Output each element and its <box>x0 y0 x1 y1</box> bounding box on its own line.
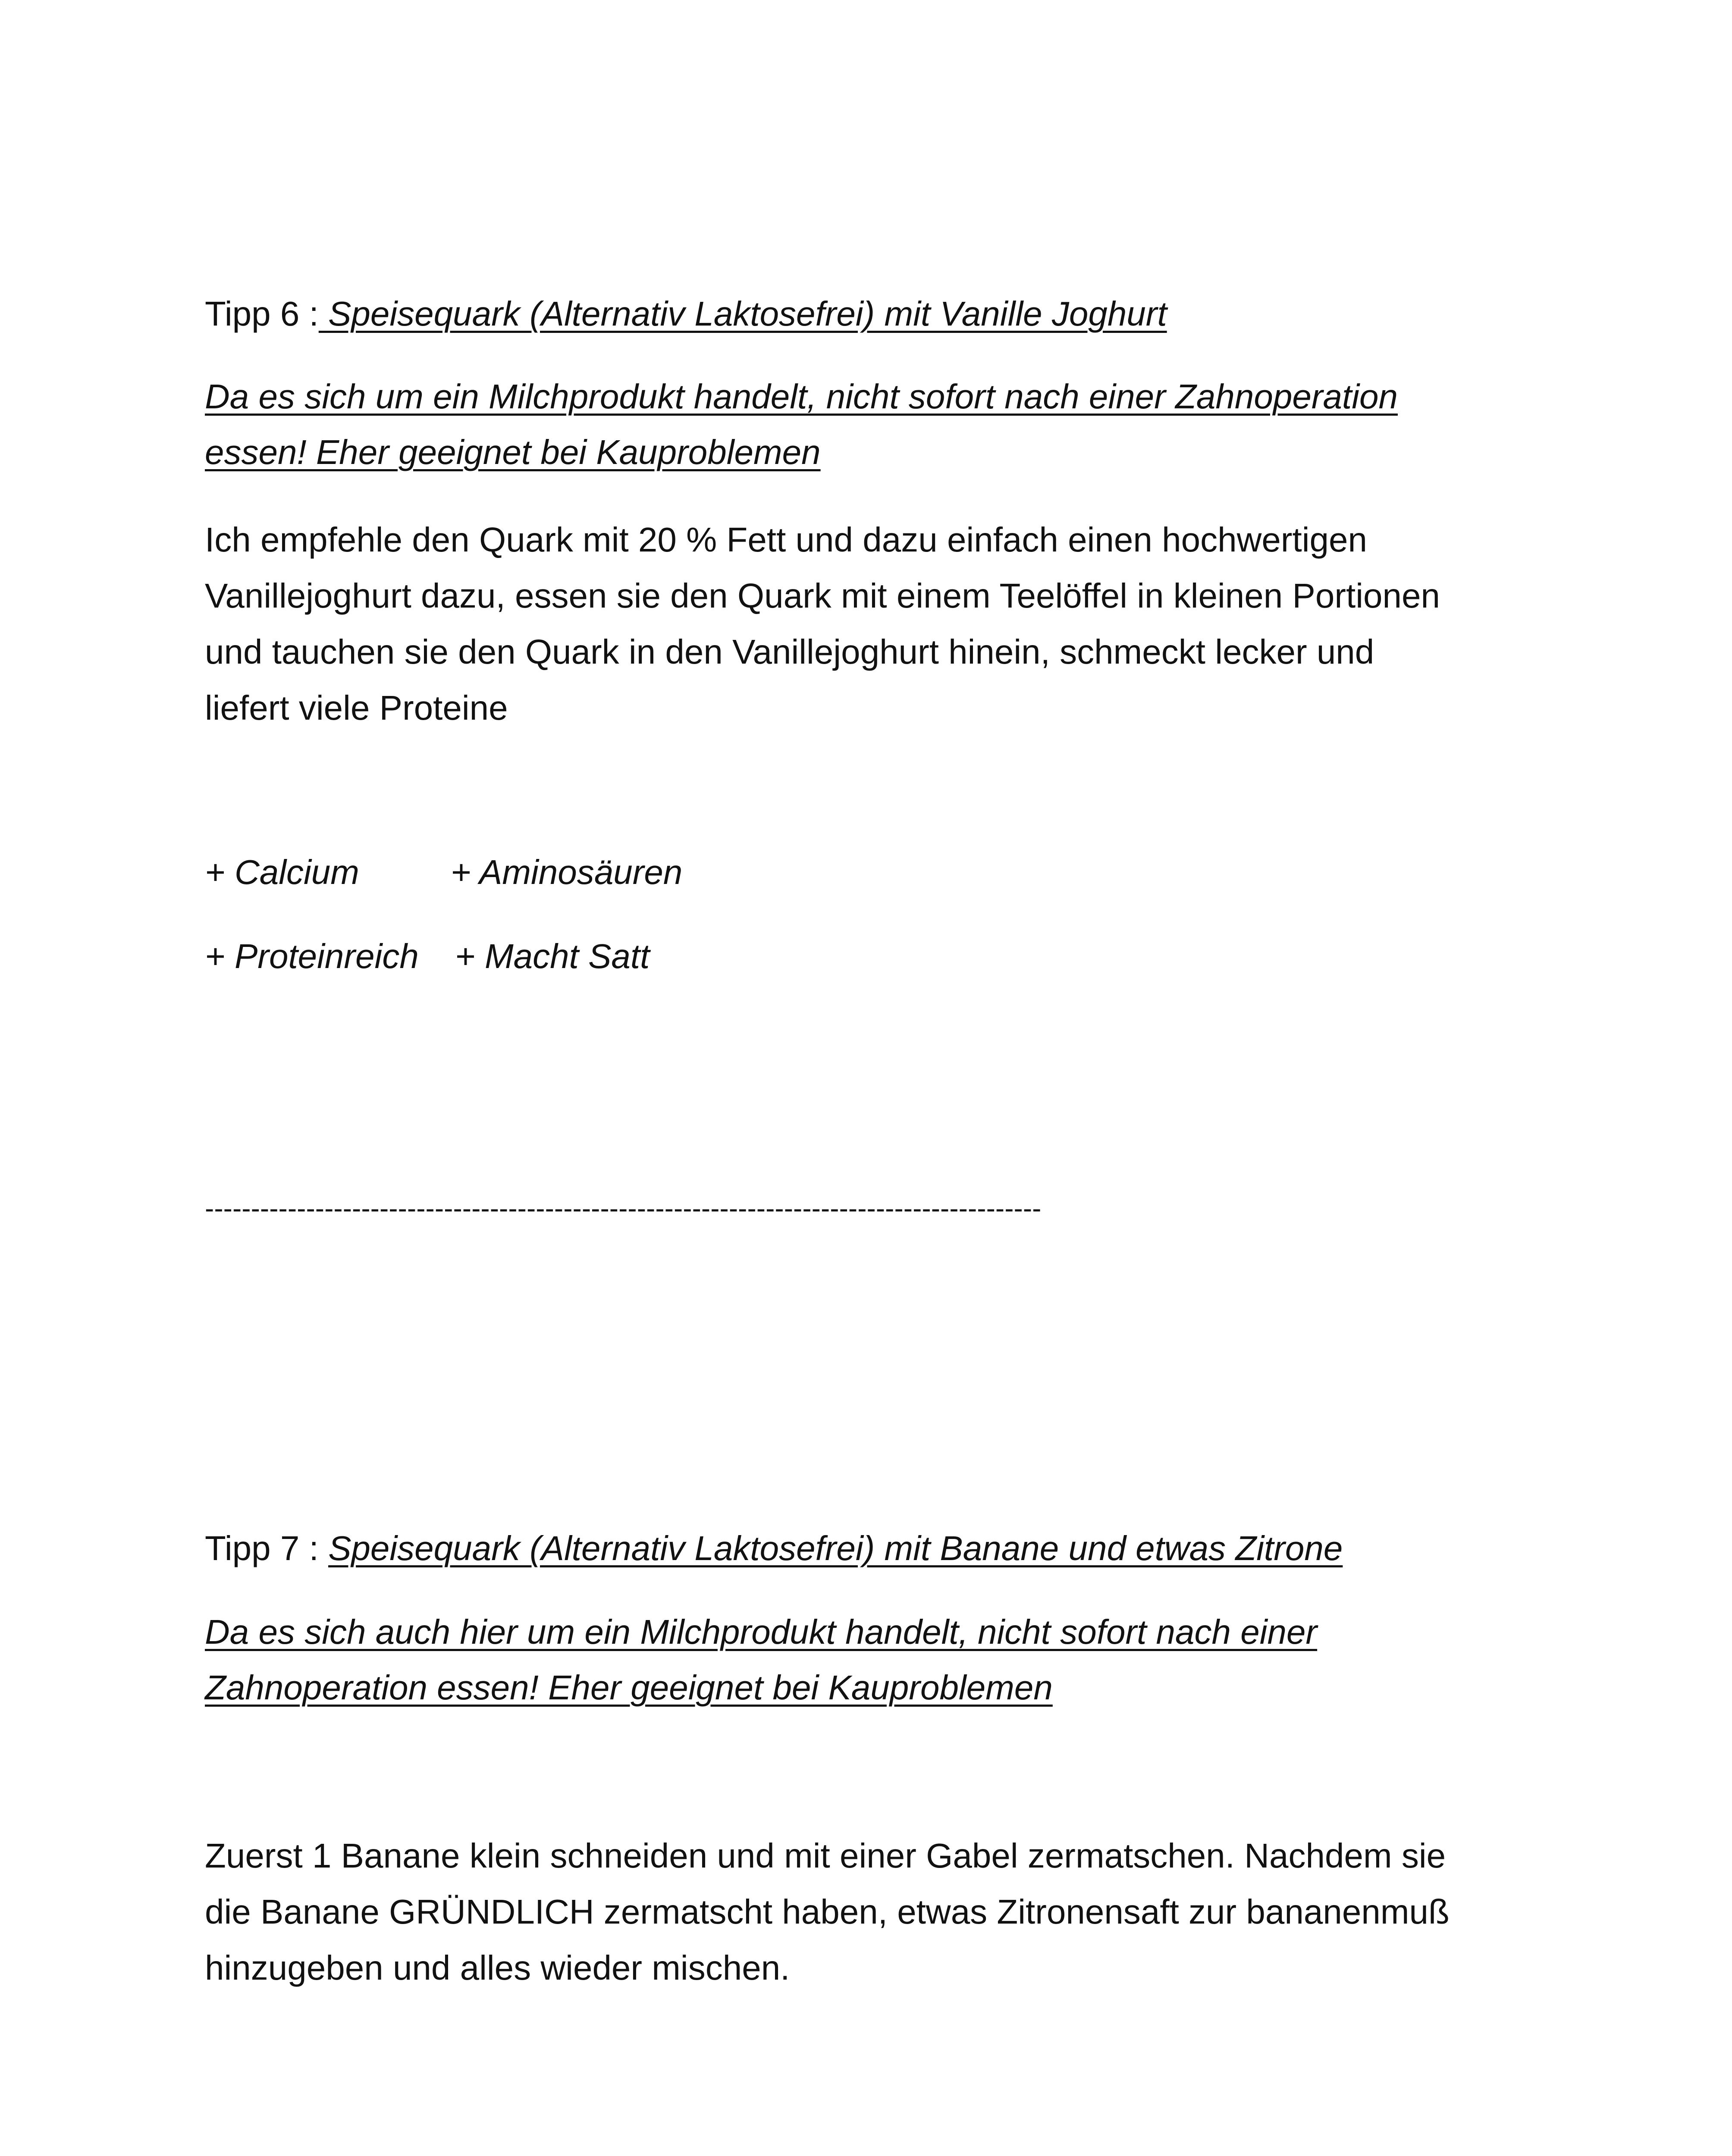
tip6-heading <box>205 297 1167 331</box>
section-divider: ------------------------------------------------------------------------------------------- <box>205 1193 1042 1224</box>
tip7-body-line: die Banane GRÜNDLICH zermatscht haben, etwas Zitronensaft zur bananenmuß <box>205 1893 1450 1931</box>
tip6-body-line: Vanillejoghurt dazu, essen sie den Quark mit einem Teelöffel in kleinen Portionen <box>205 577 1440 615</box>
tip7-body-line: hinzugeben und alles wieder mischen. <box>205 1949 790 1987</box>
tip7-title: Speisequark (Alternativ Laktosefrei) mit Banane und etwas Zitrone <box>328 1529 1343 1567</box>
tip6-body-line: liefert viele Proteine <box>205 689 508 727</box>
tip7-prefix: Tipp 7 : <box>205 1529 329 1567</box>
tip6-body <box>205 512 1542 736</box>
tip6-warning-line-2: essen! Eher geeignet bei Kauproblemen <box>205 433 821 471</box>
tip7-body-line: Zuerst 1 Banane klein schneiden und mit einer Gabel zermatschen. Nachdem sie <box>205 1836 1446 1875</box>
tip6-body-line: Ich empfehle den Quark mit 20 % Fett und dazu einfach einen hochwertigen <box>205 520 1367 559</box>
tip6-title: Speisequark (Alternativ Laktosefrei) mit Vanille Joghurt <box>318 295 1167 333</box>
tip6-body-line: und tauchen sie den Quark in den Vanillejoghurt hinein, schmeckt lecker und <box>205 633 1374 671</box>
tip7-warning-line-1: Da es sich auch hier um ein Milchprodukt handelt, nicht sofort nach einer <box>205 1613 1318 1651</box>
benefit-calcium: + Calcium <box>205 853 359 891</box>
benefit-aminosaeuren: + Aminosäuren <box>451 853 683 891</box>
tip7-heading <box>205 1531 1343 1566</box>
tip6-prefix: Tipp 6 : <box>205 295 319 333</box>
benefit-proteinreich: + Proteinreich <box>205 937 419 975</box>
tip6-warning-line-1: Da es sich um ein Milchprodukt handelt, nicht sofort nach einer Zahnoperation <box>205 377 1398 416</box>
tip7-body <box>205 1828 1542 1996</box>
benefit-macht-satt: + Macht Satt <box>455 937 650 975</box>
tip7-warning-line-2: Zahnoperation essen! Eher geeignet bei Kauproblemen <box>205 1668 1053 1707</box>
